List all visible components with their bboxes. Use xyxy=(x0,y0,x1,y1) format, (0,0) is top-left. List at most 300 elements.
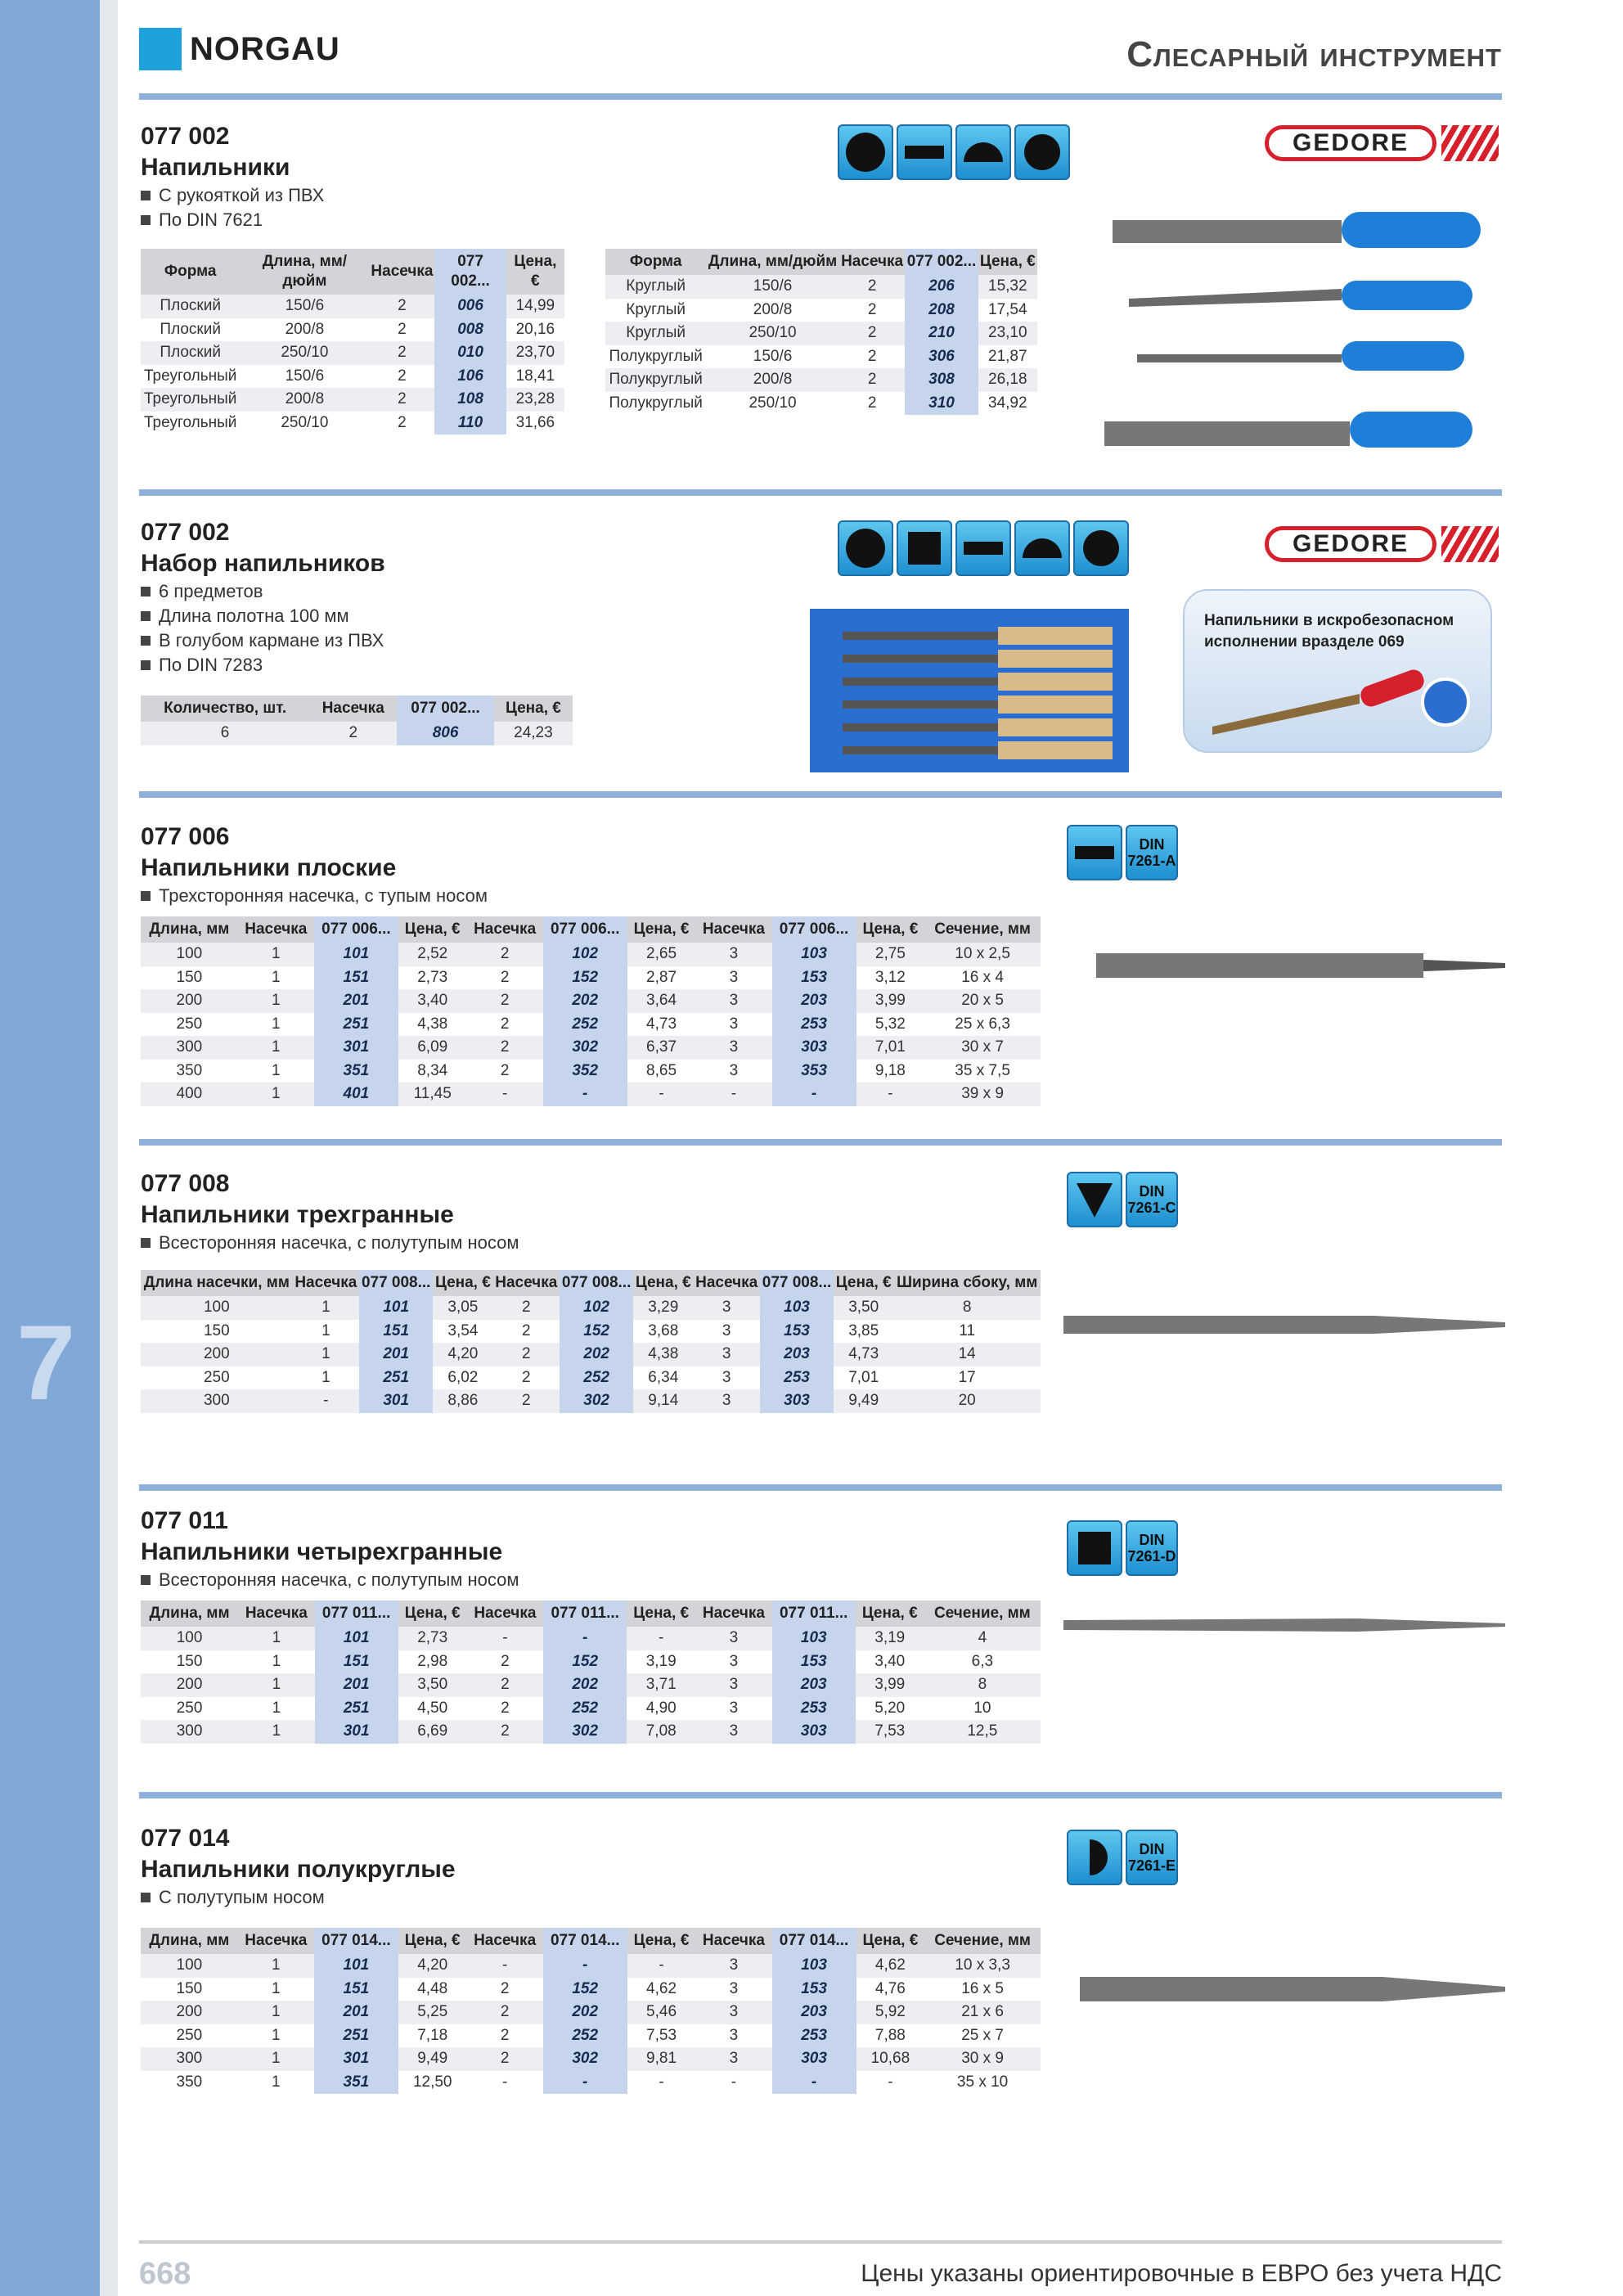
table-cell: 251 xyxy=(314,2024,398,2048)
square-profile-icon xyxy=(1067,1520,1122,1576)
table-cell: 3,99 xyxy=(856,1673,924,1697)
table-cell: 1 xyxy=(238,1720,314,1744)
table-cell: 3 xyxy=(693,1296,760,1320)
table-cell: 3 xyxy=(693,1389,760,1413)
table-cell: 25 x 6,3 xyxy=(955,1015,1010,1033)
table-cell: 2 xyxy=(839,322,906,345)
table-cell: 20,16 xyxy=(515,320,555,338)
table-cell: 3 xyxy=(729,1652,739,1670)
table-cell: 5,46 xyxy=(627,2001,696,2024)
table-cell: 31,66 xyxy=(515,413,555,431)
table-cell: 100 xyxy=(141,1954,238,1978)
table-cell: 350 xyxy=(176,2073,203,2091)
table-cell: 5,25 xyxy=(398,2001,467,2024)
table-cell: 252 xyxy=(560,1366,633,1390)
table-cell: 302 xyxy=(543,2047,627,2071)
column-header: Насечка xyxy=(693,1270,760,1296)
table-cell: 1 xyxy=(238,1036,314,1060)
table-cell: 151 xyxy=(359,1320,433,1344)
table-row xyxy=(605,368,1037,392)
bullet: По DIN 7621 xyxy=(141,209,324,231)
table-cell: 250 xyxy=(176,1699,203,1717)
table-cell: 6,09 xyxy=(398,1036,467,1060)
table-cell: 10,68 xyxy=(856,2047,925,2071)
column-header: Цена, € xyxy=(433,1270,492,1296)
column-header: Сечение, мм xyxy=(924,1928,1041,1954)
table-cell: 2 xyxy=(867,347,877,365)
table-cell: 2 xyxy=(500,1061,510,1079)
table-cell: 250 xyxy=(176,2026,203,2044)
table-cell: - xyxy=(543,1627,627,1650)
triangle-profile-icon xyxy=(1067,1172,1122,1227)
half-round-profile-icon xyxy=(1067,1830,1122,1885)
table-cell: 16 x 4 xyxy=(961,968,1004,986)
table-cell: 3 xyxy=(729,1015,739,1033)
article-code: 077 002 xyxy=(141,123,230,150)
flat-profile-icon xyxy=(897,124,952,180)
half-round-profile-icon xyxy=(955,124,1011,180)
table-cell: 300 xyxy=(141,1036,238,1060)
table-row xyxy=(141,412,564,435)
article-code: 077 006 xyxy=(141,823,230,850)
table-cell: 010 xyxy=(434,341,506,365)
table-cell: 1 xyxy=(321,1321,330,1339)
table-cell: 351 xyxy=(314,2071,398,2095)
table-cell: 101 xyxy=(315,1627,398,1650)
table-cell: 253 xyxy=(772,1013,856,1037)
table-cell: 2,52 xyxy=(398,943,467,966)
table-cell: 300 xyxy=(141,2047,238,2071)
table-cell: 4,50 xyxy=(417,1699,448,1717)
table-cell: 153 xyxy=(772,966,856,990)
din-badge: DIN 7261-D xyxy=(1126,1520,1178,1576)
table-row xyxy=(141,1673,1041,1697)
table-cell: - xyxy=(627,1083,696,1106)
page-title: Слесарный инструмент xyxy=(1126,34,1502,74)
file-product-image xyxy=(1104,200,1505,454)
table-row xyxy=(605,275,1037,299)
table-cell: 202 xyxy=(560,1343,633,1366)
table-cell: 7,08 xyxy=(627,1720,695,1744)
table-cell: 100 xyxy=(141,1627,238,1650)
column-header: Цена, € xyxy=(978,249,1037,275)
square-profile-icon xyxy=(897,520,952,576)
table-cell: Полукруглый xyxy=(605,368,706,392)
table-cell: 8,34 xyxy=(417,1061,448,1079)
table-cell: 152 xyxy=(543,966,627,990)
table-row xyxy=(141,989,1041,1013)
table-cell: 2 xyxy=(398,367,407,385)
table-cell: 301 xyxy=(359,1389,433,1413)
table-cell: 5,32 xyxy=(874,1015,906,1033)
table-cell: 24,23 xyxy=(494,722,573,745)
table-cell: 308 xyxy=(905,368,978,392)
table-cell: 102 xyxy=(560,1296,633,1320)
sidebar-band xyxy=(0,0,100,2296)
table-cell: - xyxy=(543,1083,627,1106)
section-title: Напильники четырехгранные xyxy=(141,1538,503,1565)
table-row xyxy=(141,295,564,318)
table-row xyxy=(141,1036,1041,1060)
section-077002-files xyxy=(141,123,324,231)
table-cell: - xyxy=(467,1083,543,1106)
divider xyxy=(139,791,1502,798)
table-cell: 201 xyxy=(315,1673,398,1697)
column-header: Цена, € xyxy=(856,1600,924,1627)
table-cell: 400 xyxy=(141,1083,238,1106)
table-cell: 252 xyxy=(543,2024,627,2048)
table-cell: 6,69 xyxy=(398,1720,467,1744)
callout-file-image xyxy=(1204,653,1474,735)
table-cell: 7,18 xyxy=(417,2026,448,2044)
column-header: Цена, € xyxy=(856,1928,925,1954)
table-cell: Треугольный xyxy=(144,367,237,385)
table-cell: 250 xyxy=(176,1015,203,1033)
table-cell: 1 xyxy=(272,2073,281,2091)
table-cell: 251 xyxy=(314,1013,398,1037)
table-row xyxy=(141,2071,1041,2095)
column-header: Длина, мм xyxy=(141,916,238,943)
table-cell: 25 x 7 xyxy=(961,2026,1004,2044)
table-cell: 3 xyxy=(729,1699,739,1717)
table-cell: 2 xyxy=(500,2026,510,2044)
table-cell: 2,98 xyxy=(417,1652,448,1670)
table-cell: 4,62 xyxy=(646,1979,677,1997)
table-cell: - xyxy=(772,1083,856,1106)
column-header: 077 008... xyxy=(760,1270,834,1296)
table-cell: - xyxy=(467,1627,543,1650)
bullet: В голубом кармане из ПВХ xyxy=(141,630,385,651)
table-cell: 3,54 xyxy=(447,1321,479,1339)
table-cell: 2 xyxy=(521,1368,531,1386)
column-header: Насечка xyxy=(492,1270,560,1296)
table-cell: 150 xyxy=(176,1652,203,1670)
set-table xyxy=(141,696,573,745)
divider xyxy=(139,1484,1502,1491)
table-cell: 202 xyxy=(543,989,627,1013)
table-cell: 401 xyxy=(314,1083,398,1106)
table-cell: 303 xyxy=(772,2047,856,2071)
table-cell: 150/6 xyxy=(753,347,793,365)
table-cell: 150/6 xyxy=(285,367,325,385)
column-header: Цена, € xyxy=(398,916,467,943)
column-header: 077 014... xyxy=(772,1928,856,1954)
table-cell: 1 xyxy=(272,2026,281,2044)
table-cell: 12,5 xyxy=(924,1720,1041,1744)
table-cell: 2 xyxy=(467,989,543,1013)
round-profile-icon xyxy=(1073,520,1129,576)
column-header: Сечение, мм xyxy=(924,916,1041,943)
column-header: Цена, € xyxy=(856,916,925,943)
flat-files-table xyxy=(141,916,1041,1106)
section-077002-set xyxy=(141,519,385,676)
table-cell: 35 x 10 xyxy=(956,2073,1009,2091)
table-cell: 203 xyxy=(772,2001,856,2024)
table-cell: 6,37 xyxy=(627,1036,696,1060)
callout-text: Напильники в искробезопасном исполнении вразделе 069 xyxy=(1204,612,1454,651)
spark-safe-callout xyxy=(1183,589,1492,753)
table-cell: 253 xyxy=(760,1366,834,1390)
column-header: 077 006... xyxy=(772,916,856,943)
section-077006 xyxy=(141,823,488,907)
table-cell: 151 xyxy=(314,1978,398,2001)
table-cell: 153 xyxy=(772,1978,856,2001)
table-cell: - xyxy=(501,2073,508,2091)
table-cell: 1 xyxy=(272,1061,281,1079)
profile-icons xyxy=(1067,1172,1178,1227)
table-cell: 4,90 xyxy=(645,1699,677,1717)
table-cell: 3 xyxy=(729,2026,739,2044)
table-cell: 100 xyxy=(141,1296,293,1320)
table-cell: 252 xyxy=(543,1697,627,1721)
article-code: 077 002 xyxy=(141,519,230,546)
table-cell: 2 xyxy=(369,341,434,365)
column-header: Насечка xyxy=(695,916,771,943)
column-header: 077 002... xyxy=(905,249,978,275)
table-cell: 8 xyxy=(924,1673,1041,1697)
table-row xyxy=(141,1978,1041,2001)
table-cell: 2 xyxy=(500,1979,510,1997)
column-header: Длина насечки, мм xyxy=(141,1270,293,1296)
table-cell: 1 xyxy=(293,1343,360,1366)
table-cell: 303 xyxy=(772,1036,856,1060)
table-cell: 2 xyxy=(501,1652,510,1670)
table-cell: 1 xyxy=(238,1673,314,1697)
table-cell: 3,85 xyxy=(848,1321,879,1339)
bullet: Всесторонняя насечка, с полутупым носом xyxy=(141,1569,519,1591)
table-cell: - xyxy=(543,1954,627,1978)
table-cell: 2 xyxy=(467,943,543,966)
table-cell: 7,01 xyxy=(848,1368,879,1386)
table-cell: 4 xyxy=(924,1627,1041,1650)
table-cell: 6,34 xyxy=(648,1368,679,1386)
column-header: 077 011... xyxy=(772,1600,856,1627)
table-cell: 3 xyxy=(695,1627,771,1650)
table-cell: 7,01 xyxy=(856,1036,925,1060)
table-cell: 3 xyxy=(693,1343,760,1366)
round-profile-icon xyxy=(1014,124,1070,180)
table-cell: 2 xyxy=(500,968,510,986)
table-cell: 16 x 5 xyxy=(961,1979,1004,1997)
table-row xyxy=(141,388,564,412)
footer-note: Цены указаны ориентировочные в ЕВРО без учета НДС xyxy=(861,2260,1502,2287)
triangular-file-image xyxy=(1063,1309,1505,1342)
column-header: 077 008... xyxy=(560,1270,633,1296)
table-cell: 7,53 xyxy=(646,2026,677,2044)
table-cell: 3 xyxy=(695,1720,771,1744)
table-cell: 152 xyxy=(543,1978,627,2001)
column-header: Насечка xyxy=(238,1600,314,1627)
table-cell: 1 xyxy=(238,989,314,1013)
table-row xyxy=(141,1013,1041,1037)
table-row xyxy=(141,1083,1041,1106)
brand-logo xyxy=(139,28,340,70)
table-cell: 3,64 xyxy=(627,989,696,1013)
table-cell: 200/8 xyxy=(240,388,369,412)
table-cell: - xyxy=(772,2071,856,2095)
gedore-logo: GEDORE xyxy=(1265,525,1502,563)
table-cell: 2 xyxy=(839,275,906,299)
table-cell: 3 xyxy=(695,2047,771,2071)
table-cell: 9,49 xyxy=(398,2047,467,2071)
bullet: Длина полотна 100 мм xyxy=(141,606,385,627)
table-cell: 250/10 xyxy=(749,394,797,412)
table-cell: 5,20 xyxy=(874,1699,906,1717)
table-cell: 1 xyxy=(272,1699,281,1717)
table-cell: 353 xyxy=(772,1060,856,1083)
table-row xyxy=(141,1060,1041,1083)
table-row xyxy=(141,318,564,342)
article-code: 077 011 xyxy=(141,1507,228,1534)
table-cell: 2 xyxy=(521,1321,531,1339)
table-cell: 202 xyxy=(543,1673,627,1697)
table-cell: 1 xyxy=(321,1368,330,1386)
table-row xyxy=(605,299,1037,322)
table-cell: 206 xyxy=(905,275,978,299)
column-header: Насечка xyxy=(467,916,543,943)
table-cell: Плоский xyxy=(160,320,221,338)
table-cell: 6 xyxy=(141,722,309,745)
table-cell: 9,81 xyxy=(627,2047,696,2071)
table-cell: 150/6 xyxy=(706,275,838,299)
table-cell: 23,10 xyxy=(978,322,1037,345)
table-cell: 153 xyxy=(760,1320,834,1344)
table-cell: 2 xyxy=(492,1389,560,1413)
table-row xyxy=(141,1954,1041,1978)
table-cell: 806 xyxy=(397,722,493,745)
table-cell: 1 xyxy=(238,1083,314,1106)
table-cell: 153 xyxy=(772,1650,856,1674)
column-header: Форма xyxy=(141,249,240,295)
table-cell: 3 xyxy=(695,989,771,1013)
table-cell: 4,38 xyxy=(633,1343,693,1366)
table-cell: 1 xyxy=(238,2047,314,2071)
table-cell: 30 x 7 xyxy=(924,1036,1041,1060)
column-header: 077 014... xyxy=(314,1928,398,1954)
table-cell: 253 xyxy=(772,1697,856,1721)
column-header: Цена, € xyxy=(627,916,696,943)
table-cell: 303 xyxy=(760,1389,834,1413)
table-cell: 2 xyxy=(309,722,397,745)
column-header: Длина, мм/дюйм xyxy=(706,249,838,275)
table-row xyxy=(605,392,1037,416)
table-cell: 35 x 7,5 xyxy=(955,1061,1010,1079)
column-header: 077 006... xyxy=(314,916,398,943)
table-cell: 208 xyxy=(905,299,978,322)
table-cell: 3 xyxy=(695,2001,771,2024)
table-cell: 300 xyxy=(141,1389,293,1413)
logo-square-icon xyxy=(139,28,182,70)
table-cell: 3,12 xyxy=(874,968,906,986)
column-header: Насечка xyxy=(309,696,397,722)
table-cell: Круглый xyxy=(605,275,706,299)
table-cell: 301 xyxy=(314,2047,398,2071)
table-cell: 1 xyxy=(272,1979,281,1997)
profile-icons xyxy=(1067,825,1178,880)
flat-profile-icon xyxy=(955,520,1011,576)
table-cell: 1 xyxy=(272,1015,281,1033)
table-cell: 1 xyxy=(272,968,281,986)
table-cell: Круглый xyxy=(605,322,706,345)
table-row xyxy=(141,341,564,365)
table-cell: 9,49 xyxy=(834,1389,893,1413)
column-header: Цена, € xyxy=(627,1600,695,1627)
table-cell: 200/8 xyxy=(285,320,325,338)
column-header: 077 002... xyxy=(434,249,506,295)
table-row xyxy=(141,2024,1041,2048)
table-cell: 1 xyxy=(238,1627,314,1650)
table-row xyxy=(141,966,1041,990)
table-cell: 100 xyxy=(141,943,238,966)
table-cell: 2,75 xyxy=(856,943,925,966)
table-cell: 2 xyxy=(467,1036,543,1060)
column-header: 077 011... xyxy=(315,1600,398,1627)
din-badge: DIN 7261-C xyxy=(1126,1172,1178,1227)
table-cell: 4,20 xyxy=(398,1954,467,1978)
column-header: Насечка xyxy=(467,1928,543,1954)
table-cell: 200 xyxy=(141,1343,293,1366)
column-header: Длина, мм xyxy=(141,1928,238,1954)
half-round-files-table xyxy=(141,1928,1041,2094)
bullet: 6 предметов xyxy=(141,581,385,602)
flat-file-image xyxy=(1096,945,1505,986)
table-cell: 253 xyxy=(772,2024,856,2048)
table-cell: 11,45 xyxy=(398,1083,467,1106)
table-row xyxy=(141,1296,1041,1320)
column-header: Цена, € xyxy=(494,696,573,722)
table-cell: 2,73 xyxy=(417,968,448,986)
table-cell: 21 x 6 xyxy=(924,2001,1041,2024)
table-cell: 2 xyxy=(492,1343,560,1366)
article-code: 077 008 xyxy=(141,1170,230,1197)
table-cell: Плоский xyxy=(141,295,240,318)
table-cell: 103 xyxy=(772,943,856,966)
table-cell: 7,88 xyxy=(874,2026,906,2044)
table-cell: 1 xyxy=(293,1296,360,1320)
table-cell: 10 x 3,3 xyxy=(924,1954,1041,1978)
table-cell: 006 xyxy=(434,295,506,318)
table-cell: 203 xyxy=(772,989,856,1013)
table-cell: 008 xyxy=(434,318,506,342)
table-cell: 1 xyxy=(238,1954,314,1978)
section-077014 xyxy=(141,1825,456,1908)
table-row xyxy=(141,1720,1041,1744)
table-cell: 151 xyxy=(315,1650,398,1674)
table-cell: - xyxy=(695,1083,771,1106)
table-cell: 2,87 xyxy=(646,968,677,986)
table-cell: - xyxy=(659,2073,664,2091)
table-cell: - xyxy=(627,1954,696,1978)
table-cell: 26,18 xyxy=(978,368,1037,392)
section-title: Напильники xyxy=(141,154,290,181)
divider xyxy=(139,1139,1502,1146)
column-header: Цена, € xyxy=(506,249,564,295)
table-cell: 2 xyxy=(369,295,434,318)
table-cell: 103 xyxy=(760,1296,834,1320)
table-cell: 3,29 xyxy=(633,1296,693,1320)
din-badge: DIN 7261-E xyxy=(1126,1830,1178,1885)
table-cell: 3,50 xyxy=(834,1296,893,1320)
column-header: Насечка xyxy=(238,916,314,943)
footer-divider xyxy=(139,2240,1502,2244)
table-row xyxy=(141,1697,1041,1721)
flat-profile-icon xyxy=(1067,825,1122,880)
table-cell: 150 xyxy=(176,968,203,986)
table-cell: 4,73 xyxy=(834,1343,893,1366)
table-row xyxy=(141,2047,1041,2071)
table-cell: 102 xyxy=(543,943,627,966)
table-cell: 101 xyxy=(314,1954,398,1978)
